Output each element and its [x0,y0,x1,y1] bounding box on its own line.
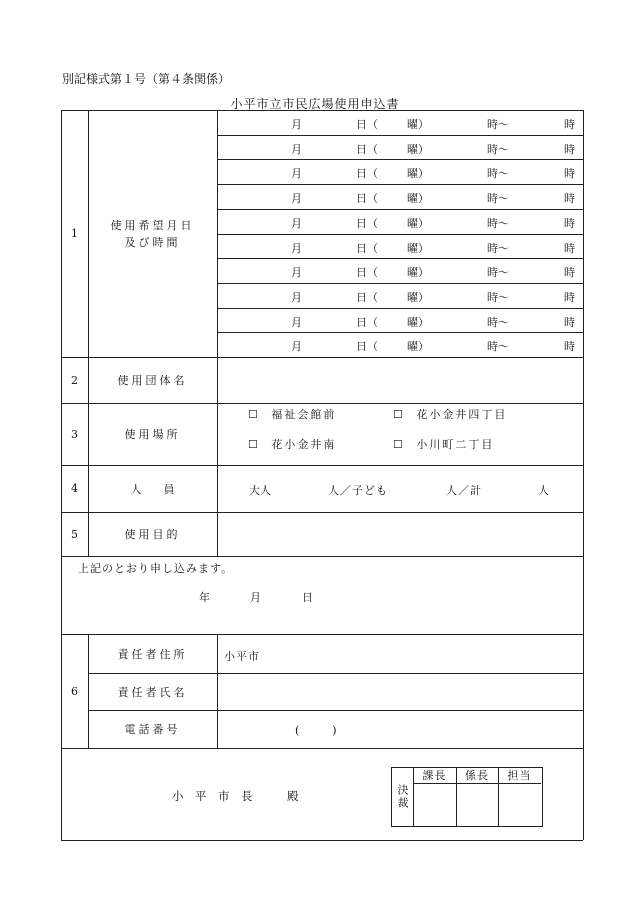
place-option-label: 小川町二丁目 [416,438,495,451]
place-option-fukushi[interactable] [248,406,336,422]
dates-label-line2: 及び時間 [124,235,181,249]
purpose-label: 使用目的 [124,528,181,541]
group-field[interactable] [220,372,580,390]
row-number: 4 [71,482,78,495]
checkbox-icon[interactable]: ☐ [248,438,258,451]
date-slot-day: 日（ [356,316,378,329]
date-slot-dow: 曜） [407,316,429,329]
date-slot-month: 月 [291,266,302,279]
checkbox-icon[interactable]: ☐ [393,438,403,451]
date-slot-to: 時 [564,167,575,180]
group-label: 使用団体名 [117,374,188,387]
place-option-label: 花小金井南 [271,438,337,451]
date-slot-day: 日（ [356,167,378,180]
date-slot-from: 時～ [487,192,509,205]
row-number: 5 [71,527,78,541]
place-label: 使用場所 [124,428,181,441]
date-slot-month: 月 [291,118,302,131]
declaration-month: 月 [250,591,261,604]
place-option-label: 花小金井四丁目 [416,408,508,421]
people-total-label: 人／計 [446,484,482,497]
date-slot-day: 日（ [356,192,378,205]
checkbox-icon[interactable]: ☐ [248,408,258,421]
date-slot-to: 時 [564,291,575,304]
date-slot-to: 時 [564,242,575,255]
approval-column: 課長 [422,769,447,782]
date-slot-from: 時～ [487,316,509,329]
declaration-text: 上記のとおり申し込みます。 [78,562,234,575]
place-option-label: 福祉会館前 [271,408,337,421]
phone-label: 電話番号 [124,723,181,736]
date-slot-day: 日（ [356,217,378,230]
date-slot-to: 時 [564,217,575,230]
approval-column: 係長 [465,769,489,782]
date-slot-to: 時 [564,192,575,205]
approval-label: 決裁 [396,783,409,810]
declaration-year: 年 [199,591,210,604]
name-field[interactable] [224,685,579,701]
date-slot-dow: 曜） [407,242,429,255]
dates-label [88,110,217,357]
row-number: 6 [71,684,78,698]
people-label: 人 員 [130,482,175,496]
date-slot-dow: 曜） [407,291,429,304]
place-option-ogawacho-2[interactable] [393,436,494,452]
date-slot-from: 時～ [487,291,509,304]
date-slot-from: 時～ [487,266,509,279]
people-children-label: 人／子ども [328,484,388,497]
date-slot-day: 日（ [356,266,378,279]
date-slot-from: 時～ [487,340,509,353]
date-slot-day: 日（ [356,291,378,304]
phone-field[interactable]: ( ) [295,724,337,737]
date-slot-from: 時～ [487,217,509,230]
address-field[interactable]: 小平市 [224,650,260,663]
place-option-hanakoganei-minami[interactable] [248,436,336,452]
date-slot-dow: 曜） [407,143,429,156]
place-option-hanakoganei-4[interactable] [393,406,507,422]
page-title: 小平市立市民広場使用申込書 [230,97,400,111]
date-slot-to: 時 [564,316,575,329]
date-slot-month: 月 [291,192,302,205]
date-slot-month: 月 [291,167,302,180]
addressee: 小 平 市 長 殿 [172,789,299,803]
dates-label-line1: 使用希望月日 [110,218,195,232]
date-slot-dow: 曜） [407,118,429,131]
people-unit-label: 人 [538,484,549,497]
date-slot-dow: 曜） [407,192,429,205]
date-slot-to: 時 [564,118,575,131]
checkbox-icon[interactable]: ☐ [393,408,403,421]
approval-column: 担当 [507,769,532,782]
purpose-field[interactable] [220,526,580,544]
people-adults-label: 大人 [249,484,271,497]
date-slot-month: 月 [291,291,302,304]
date-slot-day: 日（ [356,118,378,131]
name-label: 責任者氏名 [117,685,188,699]
date-slot-from: 時～ [487,167,509,180]
date-slot-day: 日（ [356,242,378,255]
date-slot-to: 時 [564,266,575,279]
date-slot-from: 時～ [487,118,509,131]
row-number: 1 [71,227,78,240]
date-slot-day: 日（ [356,143,378,156]
address-label: 責任者住所 [117,647,188,661]
declaration-day: 日 [302,591,313,604]
date-slot-month: 月 [291,316,302,329]
date-slot-to: 時 [564,340,575,353]
date-slot-month: 月 [291,242,302,255]
row-number: 3 [71,427,78,441]
date-slot-to: 時 [564,143,575,156]
date-slot-from: 時～ [487,242,509,255]
date-slot-month: 月 [291,143,302,156]
date-slot-month: 月 [291,340,302,353]
row-number: 2 [71,373,78,387]
date-slot-dow: 曜） [407,266,429,279]
form-label: 別記様式第１号（第４条関係） [62,72,231,86]
date-slot-day: 日（ [356,340,378,353]
date-slot-dow: 曜） [407,217,429,230]
date-slot-month: 月 [291,217,302,230]
date-slot-dow: 曜） [407,167,429,180]
date-slot-from: 時～ [487,143,509,156]
date-slot-dow: 曜） [407,340,429,353]
